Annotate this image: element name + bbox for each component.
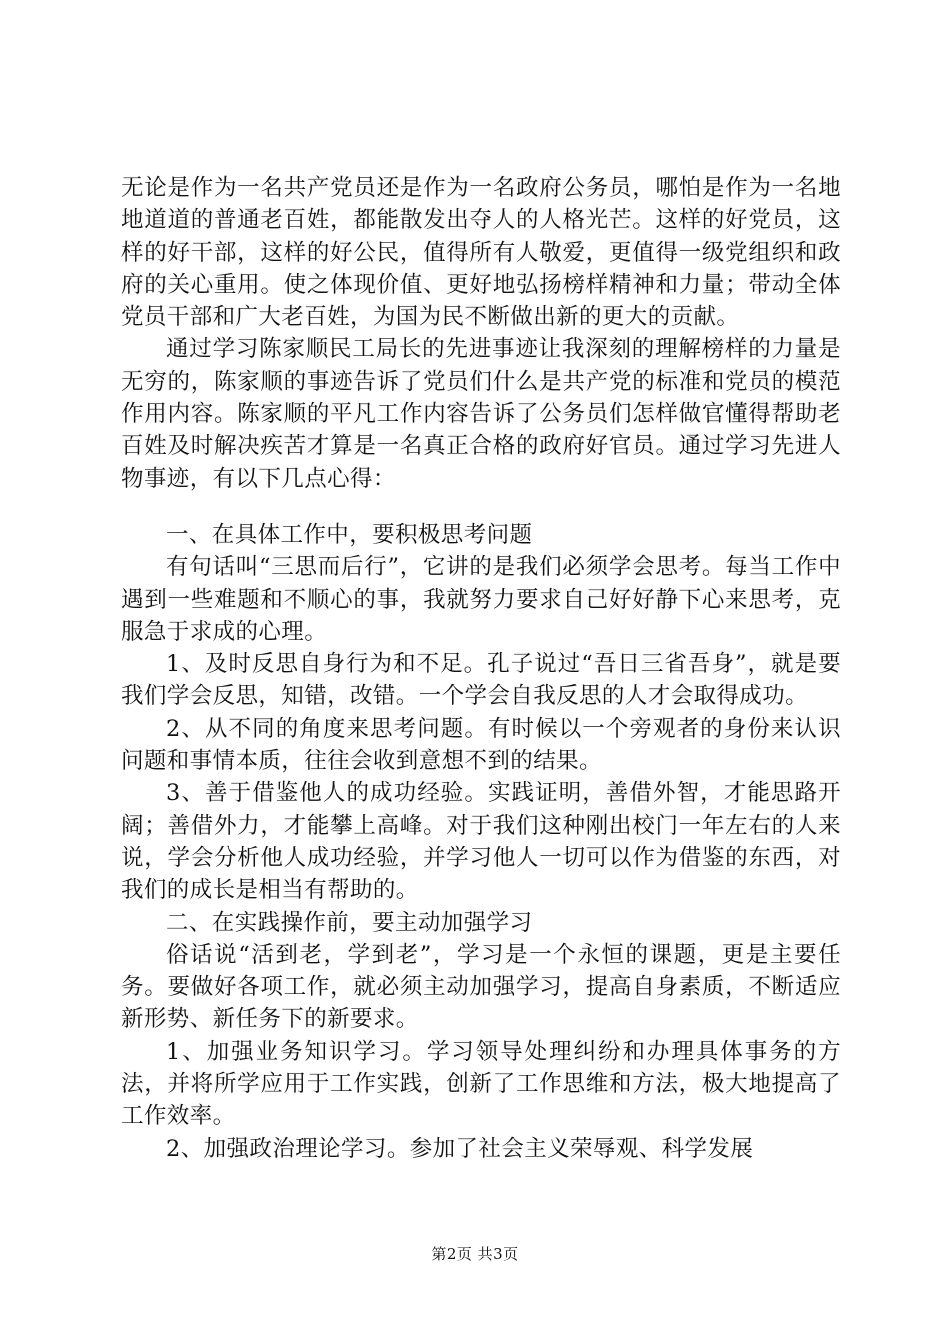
paragraph-1: 无论是作为一名共产党员还是作为一名政府公务员，哪怕是作为一名地地道道的普通老百姓，都能散发出夺人的人格光芒。这样的好党员，这样的好干部，这样的好公民，值得所有人敬爱，更值得一级党组织和政府的关心重用。使之体现价值、更好地弘扬榜样精神和力量；带动全体党员干部和广大老百姓，为国为民不断做出新的更大的贡献。 — [121, 175, 841, 331]
paragraph-4: 1、及时反思自身行为和不足。孔子说过“吾日三省吾身”，就是要我们学会反思，知错，改错。一个学会自我反思的人才会取得成功。 — [121, 651, 841, 710]
section-heading-1: 一、在具体工作中，要积极思考问题 — [166, 521, 533, 548]
document-body — [121, 172, 841, 1165]
page-footer: 第2页 共3页 — [431, 1245, 519, 1263]
section-heading-2: 二、在实践操作前，要主动加强学习 — [166, 909, 533, 936]
paragraph-5: 2、从不同的角度来思考问题。有时候以一个旁观者的身份来认识问题和事情本质，往往会收到意想不到的结果。 — [121, 715, 841, 775]
paragraph-3: 有句话叫“三思而后行”，它讲的是我们必须学会思考。每当工作中遇到一些难题和不顺心的事，我就努力要求自己好好静下心来思考，克服急于求成的心理。 — [121, 554, 841, 645]
paragraph-9: 2、加强政治理论学习。参加了社会主义荣辱观、科学发展 — [166, 1135, 754, 1162]
paragraph-8: 1、加强业务知识学习。学习领导处理纠纷和办理具体事务的方法，并将所学应用于工作实践，创新了工作思维和方法，极大地提高了工作效率。 — [121, 1038, 841, 1130]
paragraph-2: 通过学习陈家顺民工局长的先进事迹让我深刻的理解榜样的力量是无穷的，陈家顺的事迹告诉了党员们什么是共产党的标准和党员的模范作用内容。陈家顺的平凡工作内容告诉了公务员们怎样做官懂得帮助老百姓及时解决疾苦才算是一名真正合格的政府好官员。通过学习先进人物事迹，有以下几点心得： — [121, 336, 841, 492]
paragraph-7: 俗话说“活到老，学到老”，学习是一个永恒的课题，更是主要任务。要做好各项工作，就必须主动加强学习，提高自身素质，不断适应新形势、新任务下的新要求。 — [121, 941, 841, 1033]
paragraph-6: 3、善于借鉴他人的成功经验。实践证明，善借外智，才能思路开阔；善借外力，才能攀上高峰。对于我们这种刚出校门一年左右的人来说，学会分析他人成功经验，并学习他人一切可以作为借鉴的东西，对我们的成长是相当有帮助的。 — [121, 780, 841, 904]
